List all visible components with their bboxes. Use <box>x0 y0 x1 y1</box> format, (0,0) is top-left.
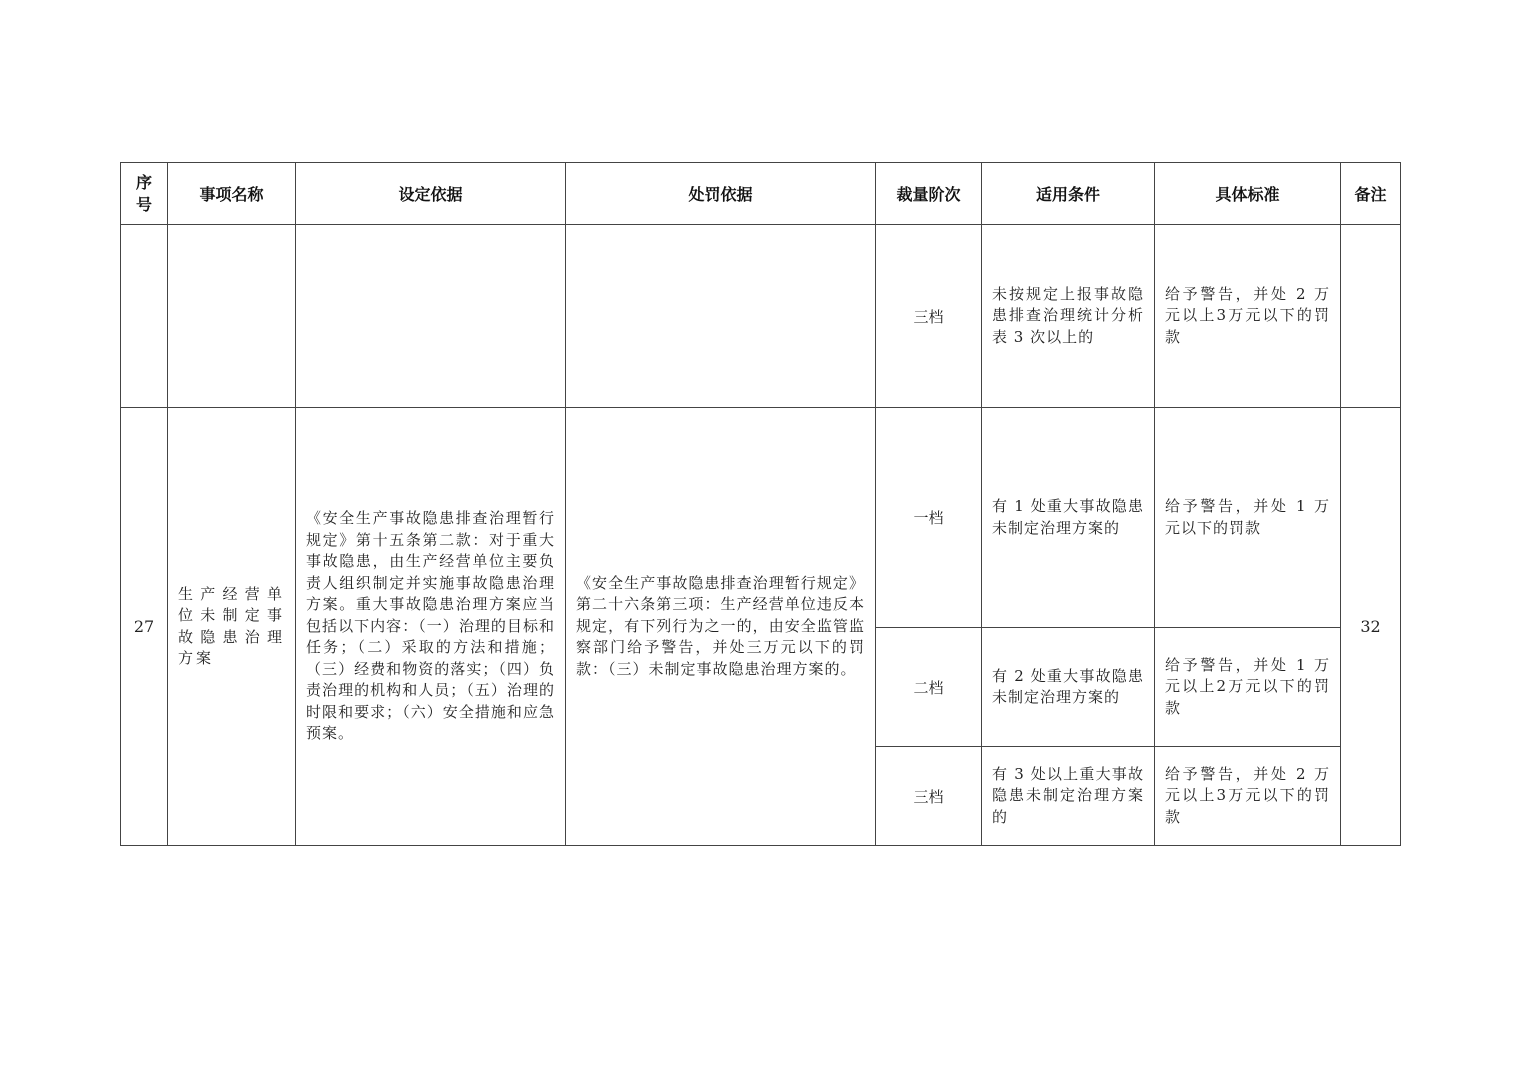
header-note: 备注 <box>1341 163 1401 225</box>
tier-1-level-cell: 一档 <box>876 408 982 628</box>
tier-1-condition-cell <box>982 408 1155 628</box>
tier-1-standard-cell <box>1155 408 1341 628</box>
continued-name-cell <box>168 225 296 408</box>
table-row-tier-1 <box>121 408 1401 628</box>
continued-note-cell <box>1341 225 1401 408</box>
tier-2-condition-cell <box>982 628 1155 747</box>
continued-condition-text: 未按规定上报事故隐患排查治理统计分析表 3 次以上的 <box>992 284 1144 346</box>
tier-3-condition-text: 有 3 处以上重大事故隐患未制定治理方案的 <box>992 764 1144 826</box>
item-basis-set-cell <box>296 408 566 846</box>
header-basis-set: 设定依据 <box>296 163 566 225</box>
item-note-cell: 32 <box>1341 408 1401 846</box>
penalty-standard-table <box>120 162 1401 846</box>
item-name-text: 生产经营单位未制定事故隐患治理方案 <box>178 584 285 667</box>
tier-1-standard-text: 给予警告，并处 1 万元以下的罚款 <box>1165 497 1330 537</box>
header-seq: 序号 <box>121 163 168 225</box>
item-basis-penalty-text: 《安全生产事故隐患排查治理暂行规定》第二十六条第三项：生产经营单位违反本规定，有下列行为之一的，由安全监管监察部门给予警告，并处三万元以下的罚款：（三）未制定事故隐患治理方案的。 <box>576 573 865 678</box>
header-standard: 具体标准 <box>1155 163 1341 225</box>
tier-3-standard-text: 给予警告，并处 2 万元以上3万元以下的罚款 <box>1165 764 1330 826</box>
item-seq-cell: 27 <box>121 408 168 846</box>
continued-condition-cell <box>982 225 1155 408</box>
tier-3-level-cell: 三档 <box>876 747 982 846</box>
header-level: 裁量阶次 <box>876 163 982 225</box>
tier-2-condition-text: 有 2 处重大事故隐患未制定治理方案的 <box>992 666 1144 706</box>
tier-2-standard-text: 给予警告，并处 1 万元以上2万元以下的罚款 <box>1165 655 1330 717</box>
table-row-continued <box>121 225 1401 408</box>
tier-1-condition-text: 有 1 处重大事故隐患未制定治理方案的 <box>992 497 1144 537</box>
continued-standard-cell <box>1155 225 1341 408</box>
header-row <box>121 163 1401 225</box>
continued-basis-set-cell <box>296 225 566 408</box>
continued-seq-cell <box>121 225 168 408</box>
header-condition: 适用条件 <box>982 163 1155 225</box>
tier-2-level-cell: 二档 <box>876 628 982 747</box>
tier-2-standard-cell <box>1155 628 1341 747</box>
item-basis-penalty-cell <box>566 408 876 846</box>
continued-standard-text: 给予警告，并处 2 万元以上3万元以下的罚款 <box>1165 284 1330 346</box>
item-name-cell <box>168 408 296 846</box>
item-basis-set-text: 《安全生产事故隐患排查治理暂行规定》第十五条第二款：对于重大事故隐患，由生产经营单位主要负责人组织制定并实施事故隐患治理方案。重大事故隐患治理方案应当包括以下内容：（一）治理的目标和任务；（二）采取的方法和措施；（三）经费和物资的落实；（四）负责治理的机构和人员；（五）治理的时限和要求；（六）安全措施和应急预案。 <box>306 509 555 743</box>
header-basis-penalty: 处罚依据 <box>566 163 876 225</box>
tier-3-condition-cell <box>982 747 1155 846</box>
tier-3-standard-cell <box>1155 747 1341 846</box>
continued-basis-penalty-cell <box>566 225 876 408</box>
header-item-name: 事项名称 <box>168 163 296 225</box>
continued-level-cell: 三档 <box>876 225 982 408</box>
